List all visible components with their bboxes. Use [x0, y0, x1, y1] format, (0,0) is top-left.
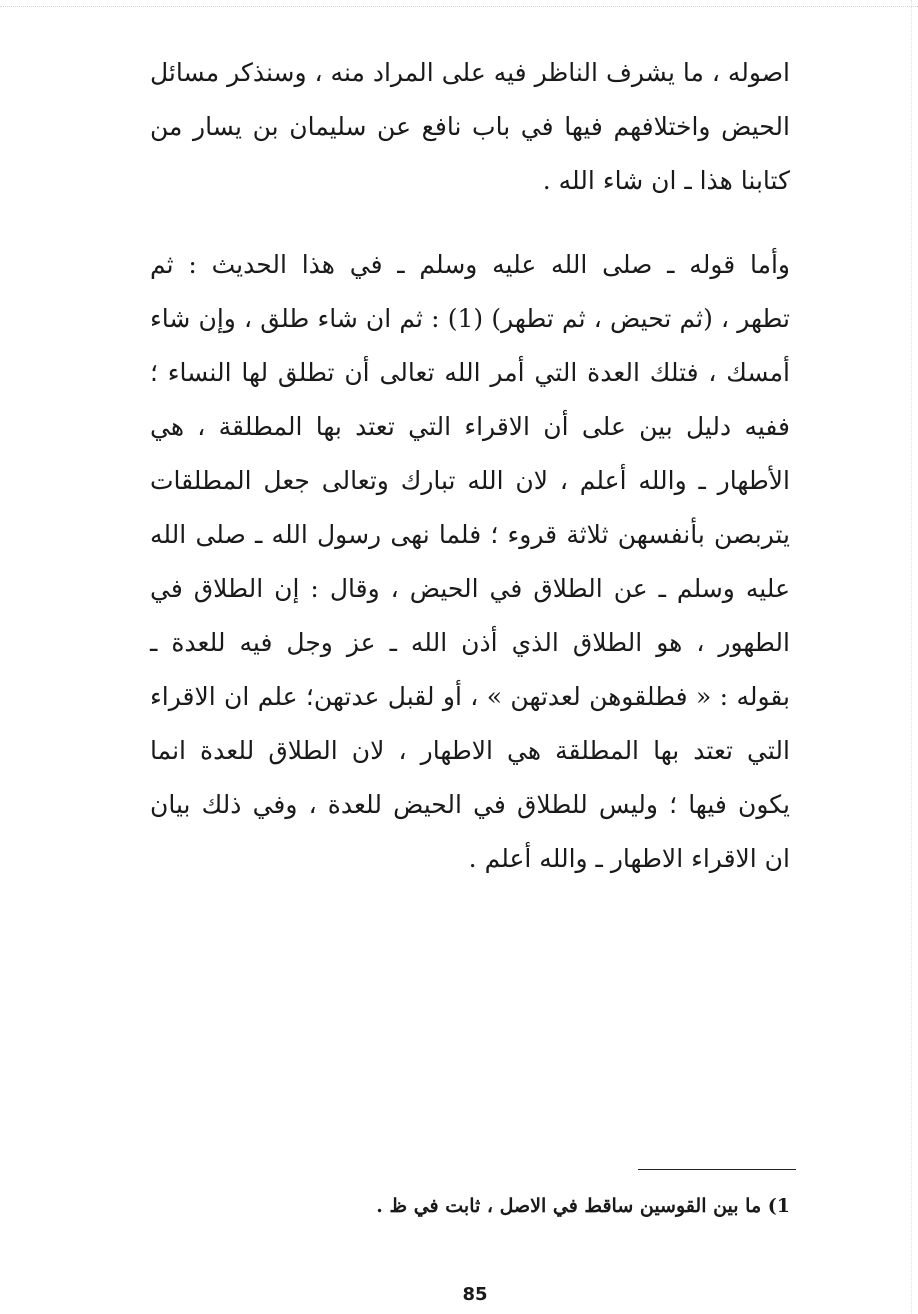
text-line: يتربصن بأنفسهن ثلاثة قروء ؛ فلما نهى رسول الله ـ صلى الله: [150, 520, 790, 549]
text-line: بقوله : « فطلقوهن لعدتهن » ، أو لقبل عدتهن؛ علم ان الاقراء: [150, 682, 790, 711]
text-line: كتابنا هذا ـ ان شاء الله .: [542, 166, 790, 195]
footnote: 1) ما بين القوسين ساقط في الاصل ، ثابت في ظ .: [376, 1195, 790, 1217]
text-line: ففيه دليل بين على أن الاقراء التي تعتد بها المطلقة ، هي: [150, 412, 790, 441]
text-line: عليه وسلم ـ عن الطلاق في الحيض ، وقال : إن الطلاق في: [150, 574, 790, 603]
text-line: أمسك ، فتلك العدة التي أمر الله تعالى أن تطلق لها النساء ؛: [150, 358, 790, 387]
text-line: الأطهار ـ والله أعلم ، لان الله تبارك وتعالى جعل المطلقات: [150, 466, 790, 495]
paragraph-1: [150, 46, 790, 208]
text-line: ان الاقراء الاطهار ـ والله أعلم .: [468, 844, 790, 873]
page-number: 85: [462, 1284, 488, 1305]
text-line: الحيض واختلافهم فيها في باب نافع عن سليمان بن يسار من: [150, 112, 790, 141]
paragraph-2: [150, 238, 790, 886]
text-line: الطهور ، هو الطلاق الذي أذن الله ـ عز وجل فيه للعدة ـ: [150, 628, 790, 657]
text-line: التي تعتد بها المطلقة هي الاطهار ، لان الطلاق للعدة انما: [150, 736, 790, 765]
text-line: اصوله ، ما يشرف الناظر فيه على المراد منه ، وسنذكر مسائل: [150, 58, 790, 87]
text-line: تطهر ، (ثم تحيض ، ثم تطهر) (1) : ثم ان شاء طلق ، وإن شاء: [150, 304, 790, 333]
text-line: وأما قوله ـ صلى الله عليه وسلم ـ في هذا الحديث : ثم: [150, 250, 790, 279]
text-line: يكون فيها ؛ وليس للطلاق في الحيض للعدة ، وفي ذلك بيان: [150, 790, 790, 819]
scan-edge-right: [911, 0, 912, 1314]
footnote-separator: [638, 1169, 796, 1170]
scan-edge-top: [0, 6, 918, 7]
